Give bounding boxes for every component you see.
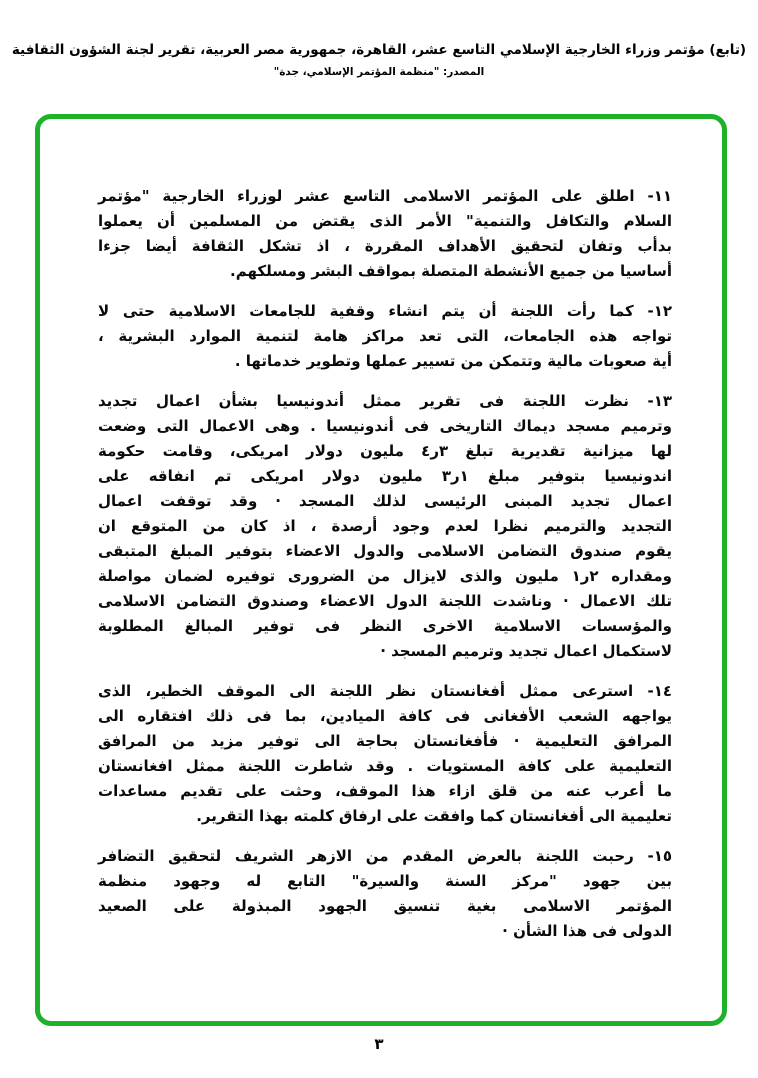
paragraph-line: الدولى فى هذا الشأن · (502, 922, 672, 940)
paragraph (98, 679, 672, 829)
paragraph-line: بدأب وتفان لتحقيق الأهداف المقررة ، اذ تشكل الثقافة أيضا جزءا (98, 237, 672, 255)
paragraph-line: ١١- اطلق على المؤتمر الاسلامى التاسع عشر لوزراء الخارجية "مؤتمر (98, 187, 672, 205)
paragraph (98, 299, 672, 374)
paragraph (98, 389, 672, 664)
paragraph-line: يقوم صندوق التضامن الاسلامى والدول الاعضاء بتوفير المبلغ المتبقى (98, 542, 672, 560)
header-source: المصدر: "منظمة المؤتمر الإسلامي، جدة" (273, 66, 485, 78)
paragraph-line: التعليمية على كافة المستويات . وقد شاطرت اللجنة ممثل افغانستان (98, 757, 672, 775)
paragraph-line: يواجهه الشعب الأفغانى فى كافة الميادين، بما فى ذلك افتقاره الى (98, 707, 672, 725)
paragraph-line: المرافق التعليمية · فأفغانستان بحاجة الى توفير مزيد من المرافق (98, 732, 672, 750)
paragraph-line: تلك الاعمال · وناشدت اللجنة الدول الاعضاء وصندوق التضامن الاسلامى (98, 592, 672, 610)
page-header (0, 42, 758, 78)
paragraph-line: السلام والتكافل والتنمية" الأمر الذى يقتض من المسلمين أن يعملوا (98, 212, 672, 230)
paragraph-line: اندونيسيا بتوفير مبلغ ١ر٣ مليون دولار امريكى تم انفاقه على (98, 467, 672, 485)
paragraph-line: ١٢- كما رأت اللجنة أن يتم انشاء وقفية للجامعات الاسلامية حتى لا (98, 302, 672, 320)
paragraph-line: لها ميزانية تقديرية تبلغ ٣ر٤ مليون دولار امريكى، وقامت حكومة (98, 442, 673, 460)
header-title: (تابع) مؤتمر وزراء الخارجية الإسلامي التاسع عشر، القاهرة، جمهورية مصر العربية، تقرير لجنة الشؤون الثقافية (11, 42, 747, 58)
paragraph-line: ما أعرب عنه من قلق ازاء هذا الموقف، وحثت على تقديم مساعدات (98, 782, 672, 800)
paragraph-line: أساسيا من جميع الأنشطة المتصلة بمواقف البشر ومسلكهم. (230, 262, 672, 280)
page-number: ٣ (374, 1035, 384, 1053)
paragraph-line: ومقداره ٢ر١ مليون والذى لايزال من الضرورى توفيره لضمان مواصلة (98, 567, 672, 585)
paragraph-line: ١٤- استرعى ممثل أفغانستان نظر اللجنة الى الموقف الخطير، الذى (98, 682, 672, 700)
document-body (98, 184, 672, 959)
paragraph (98, 184, 672, 284)
paragraph-line: اعمال تجديد المبنى الرئيسى لذلك المسجد · وقد توقفت اعمال (98, 492, 672, 510)
paragraph-line: تعليمية الى أفغانستان كما وافقت على ارفاق كلمته بهذا التقرير. (196, 807, 672, 825)
paragraph-line: لاستكمال اعمال تجديد وترميم المسجد · (380, 642, 672, 660)
paragraph-line: أية صعوبات مالية وتتمكن من تسيير عملها وتطوير خدماتها . (234, 352, 672, 370)
paragraph-line: ١٣- نظرت اللجنة فى تقرير ممثل أندونيسيا بشأن اعمال تجديد (98, 392, 672, 410)
paragraph-line: التجديد والترميم نظرا لعدم وجود أرصدة ، اذ كان من المتوقع ان (98, 517, 672, 535)
paragraph-line: ١٥- رحبت اللجنة بالعرض المقدم من الازهر الشريف لتحقيق التضافر (98, 847, 672, 865)
paragraph-line: وترميم مسجد ديماك التاريخى فى أندونيسيا . وهى الاعمال التى وضعت (98, 417, 672, 435)
paragraph-line: تواجه هذه الجامعات، التى تعد مراكز هامة لتنمية الموارد البشرية ، (98, 327, 672, 345)
paragraph (98, 844, 672, 944)
paragraph-line: والمؤسسات الاسلامية الاخرى النظر فى توفير المبالغ المطلوبة (98, 617, 672, 635)
paragraph-line: المؤتمر الاسلامى بغية تنسيق الجهود المبذولة على الصعيد (98, 897, 672, 915)
paragraph-line: بين جهود "مركز السنة والسيرة" التابع له وجهود منظمة (98, 872, 672, 890)
